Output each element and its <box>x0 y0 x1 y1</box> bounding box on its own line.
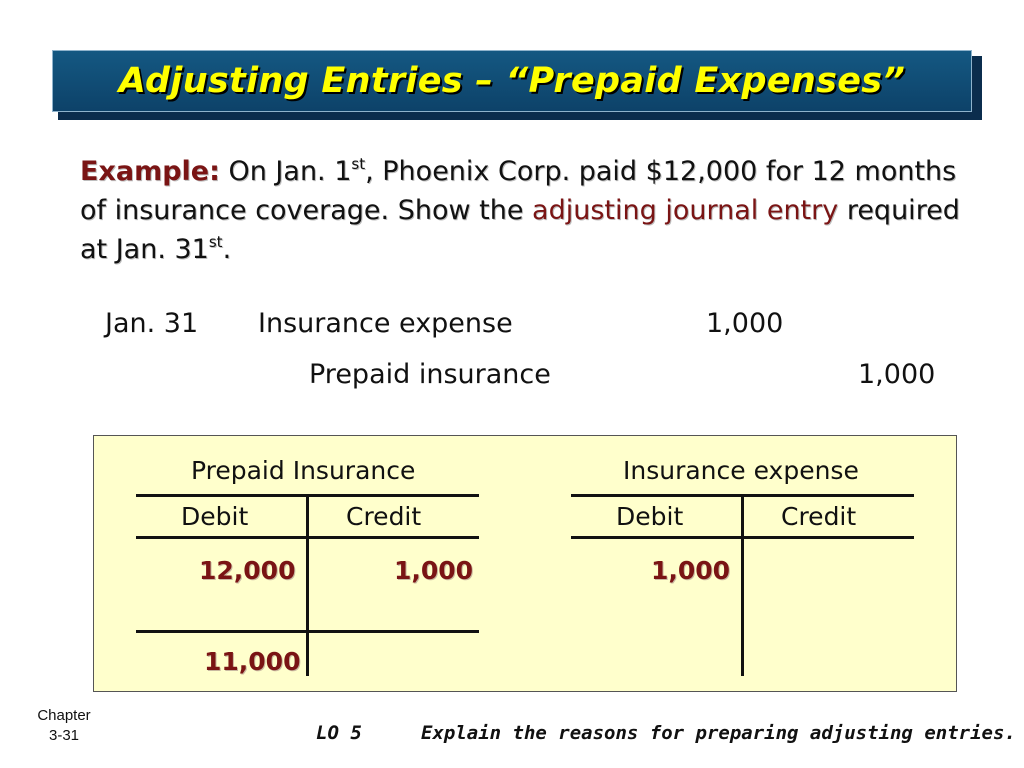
debit-entry: 12,000 <box>199 556 296 585</box>
t-account-balance-rule <box>136 630 479 633</box>
chapter-label <box>18 706 110 746</box>
credit-header: Credit <box>781 502 857 531</box>
intro-text-2: , Phoenix Corp. paid $12,000 for 12 months of insurance coverage. Show the <box>80 156 957 226</box>
intro-highlight: adjusting journal entry <box>532 195 839 226</box>
example-paragraph <box>80 152 960 269</box>
journal-debit-amount: 1,000 <box>706 308 784 339</box>
balance-entry: 11,000 <box>204 647 301 676</box>
learning-objective-text: Explain the reasons for preparing adjusting entries. <box>421 722 1016 744</box>
journal-date: Jan. 31 <box>105 308 199 339</box>
debit-header: Debit <box>181 502 249 531</box>
intro-text-1: On Jan. 1 <box>219 156 352 187</box>
debit-header: Debit <box>616 502 684 531</box>
t-account-title-insurance-expense: Insurance expense <box>623 456 859 485</box>
t-account-divider <box>741 494 744 676</box>
chapter-number: 3-31 <box>48 727 80 744</box>
intro-text-4: . <box>222 234 232 265</box>
credit-header: Credit <box>346 502 422 531</box>
learning-objective-number: LO 5 <box>316 722 362 744</box>
intro-sup-2: st <box>208 233 223 251</box>
slide-title: Adjusting Entries – “Prepaid Expenses” <box>118 61 906 101</box>
t-account-title-prepaid-insurance: Prepaid Insurance <box>191 456 416 485</box>
title-bar <box>52 50 972 112</box>
journal-credit-amount: 1,000 <box>858 359 936 390</box>
intro-sup-1: st <box>351 155 366 173</box>
journal-debit-account: Insurance expense <box>258 308 513 339</box>
journal-credit-account: Prepaid insurance <box>309 359 551 390</box>
t-account-divider <box>306 494 309 676</box>
debit-entry: 1,000 <box>651 556 731 585</box>
t-accounts-panel <box>93 435 957 692</box>
credit-entry: 1,000 <box>394 556 474 585</box>
intro-text-3: required at Jan. 31 <box>80 195 960 265</box>
chapter-text: Chapter <box>37 707 91 724</box>
example-label: Example: <box>80 156 220 187</box>
